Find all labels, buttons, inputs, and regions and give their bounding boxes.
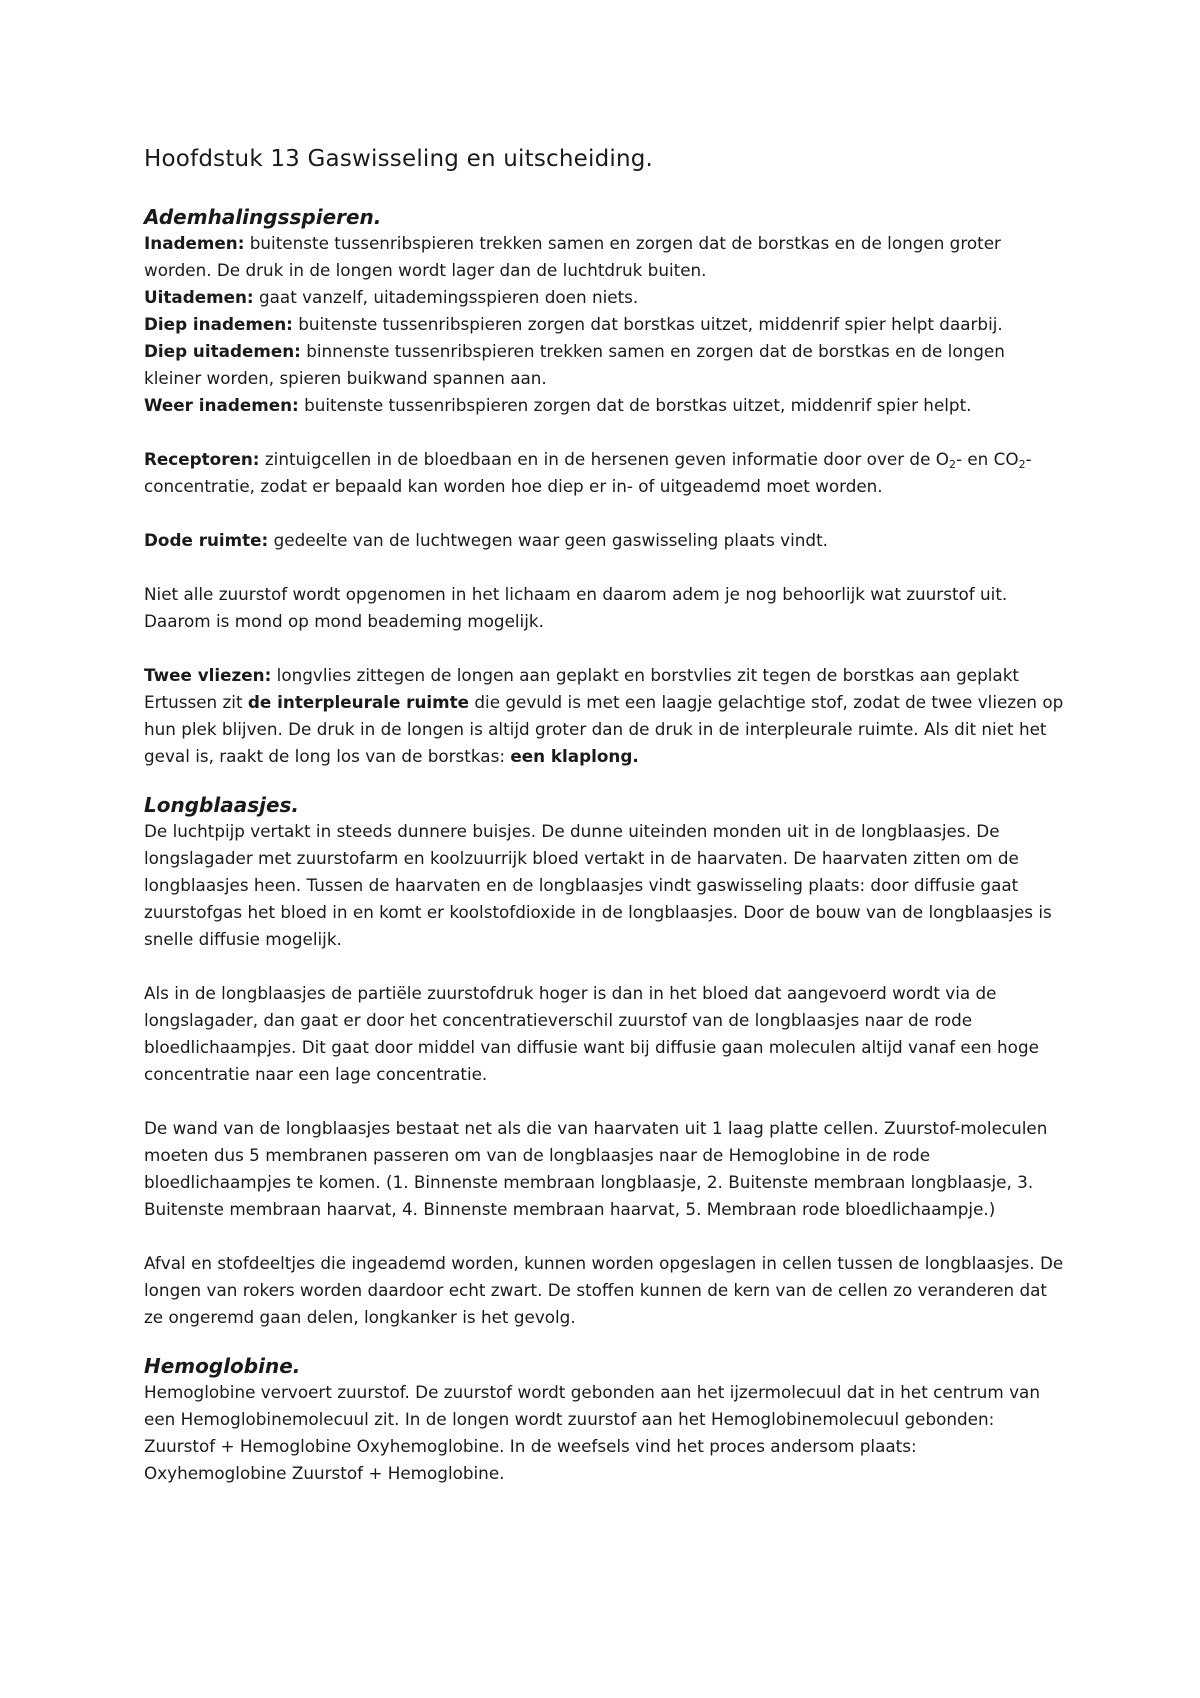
document-page [144, 146, 1064, 1487]
paragraph-niet-alle-zuurstof: Niet alle zuurstof wordt opgenomen in het lichaam en daarom adem je nog behoorlijk wat zuurstof uit. Daarom is mond op mond beademing mogelijk. [144, 584, 1008, 631]
term-diep-uitademen: Diep uitademen: [144, 341, 301, 361]
paragraph-inademen: Inademen: buitenste tussenribspieren trekken samen en zorgen dat de borstkas en de longen groter worden. De druk in de longen wordt lager dan de luchtdruk buiten. [144, 233, 1001, 280]
paragraph-weer-inademen: Weer inademen: buitenste tussenribspieren zorgen dat de borstkas uitzet, middenrif spier helpt. [144, 395, 972, 415]
paragraph-twee-vliezen: Twee vliezen: longvlies zittegen de longen aan geplakt en borstvlies zit tegen de borstkas aan geplakt Ertussen zit de interpleurale ruimte die gevuld is met een laagje gelachtige stof, zodat de twee vliezen op hun plek blijven. De druk in de longen is altijd groter dan de druk in de interpleurale ruimte. Als dit niet het geval is, raakt de long los van de borstkas: een klaplong. [144, 665, 1064, 766]
paragraph-diep-uitademen: Diep uitademen: binnenste tussenribspieren trekken samen en zorgen dat de borstkas en de longen kleiner worden, spieren buikwand spannen aan. [144, 341, 1005, 388]
section-heading-longblaasjes: Longblaasjes. [144, 793, 300, 817]
paragraph-longblaasjes-1: De luchtpijp vertakt in steeds dunnere buisjes. De dunne uiteinden monden uit in de longblaasjes. De longslagader met zuurstofarm en koolzuurrijk bloed vertakt in de haarvaten. De haarvaten zitten om de longblaasjes heen. Tussen de haarvaten en de longblaasjes vindt gaswisseling plaats: door diffusie gaat zuurstofgas het bloed in en komt er koolstofdioxide in de longblaasjes. Door de bouw van de longblaasjes is snelle diffusie mogelijk. [144, 821, 1052, 949]
term-diep-inademen: Diep inademen: [144, 314, 293, 334]
section-heading-hemoglobine: Hemoglobine. [144, 1354, 301, 1378]
term-uitademen: Uitademen: [144, 287, 254, 307]
paragraph-hemoglobine-1: Hemoglobine vervoert zuurstof. De zuurstof wordt gebonden aan het ijzermolecuul dat in het centrum van een Hemoglobinemolecuul zit. In de longen wordt zuurstof aan het Hemoglobinemolecuul gebonden: Zuurstof + Hemoglobine Oxyhemoglobine. In de weefsels vind het proces andersom plaats: Oxyhemoglobine Zuurstof + Hemoglobine. [144, 1382, 1040, 1483]
page-title: Hoofdstuk 13 Gaswisseling en uitscheiding. [144, 146, 654, 172]
paragraph-diep-inademen: Diep inademen: buitenste tussenribspieren zorgen dat borstkas uitzet, middenrif spier helpt daarbij. [144, 314, 1003, 334]
term-inademen: Inademen: [144, 233, 245, 253]
paragraph-longblaasjes-3: De wand van de longblaasjes bestaat net als die van haarvaten uit 1 laag platte cellen. Zuurstof-moleculen moeten dus 5 membranen passeren om van de longblaasjes naar de Hemoglobine in de rode bloedlichaampjes te komen. (1. Binnenste membraan longblaasje, 2. Buitenste membraan longblaasje, 3. Buitenste membraan haarvat, 4. Binnenste membraan haarvat, 5. Membraan rode bloedlichaampje.) [144, 1118, 1048, 1219]
paragraph-dode-ruimte: Dode ruimte: gedeelte van de luchtwegen waar geen gaswisseling plaats vindt. [144, 530, 828, 550]
section-heading-ademhalingsspieren: Ademhalingsspieren. [144, 205, 382, 229]
paragraph-uitademen: Uitademen: gaat vanzelf, uitademingsspieren doen niets. [144, 287, 639, 307]
paragraph-longblaasjes-2: Als in de longblaasjes de partiële zuurstofdruk hoger is dan in het bloed dat aangevoerd wordt via de longslagader, dan gaat er door het concentratieverschil zuurstof van de longblaasjes naar de rode bloedlichaampjes. Dit gaat door middel van diffusie want bij diffusie gaan moleculen altijd vanaf een hoge concentratie naar een lage concentratie. [144, 983, 1039, 1084]
paragraph-longblaasjes-4: Afval en stofdeeltjes die ingeademd worden, kunnen worden opgeslagen in cellen tussen de longblaasjes. De longen van rokers worden daardoor echt zwart. De stoffen kunnen de kern van de cellen zo veranderen dat ze ongeremd gaan delen, longkanker is het gevolg. [144, 1253, 1064, 1327]
term-twee-vliezen: Twee vliezen: [144, 665, 272, 685]
term-weer-inademen: Weer inademen: [144, 395, 299, 415]
paragraph-receptoren: Receptoren: zintuigcellen in de bloedbaan en in de hersenen geven informatie door over de $O_2-$ en $CO_2-$ concentratie, zodat er bepaald kan worden hoe diep er in- of uitgeademd moet worden. [144, 449, 1032, 496]
term-dode-ruimte: Dode ruimte: [144, 530, 269, 550]
term-receptoren: Receptoren: [144, 449, 260, 469]
